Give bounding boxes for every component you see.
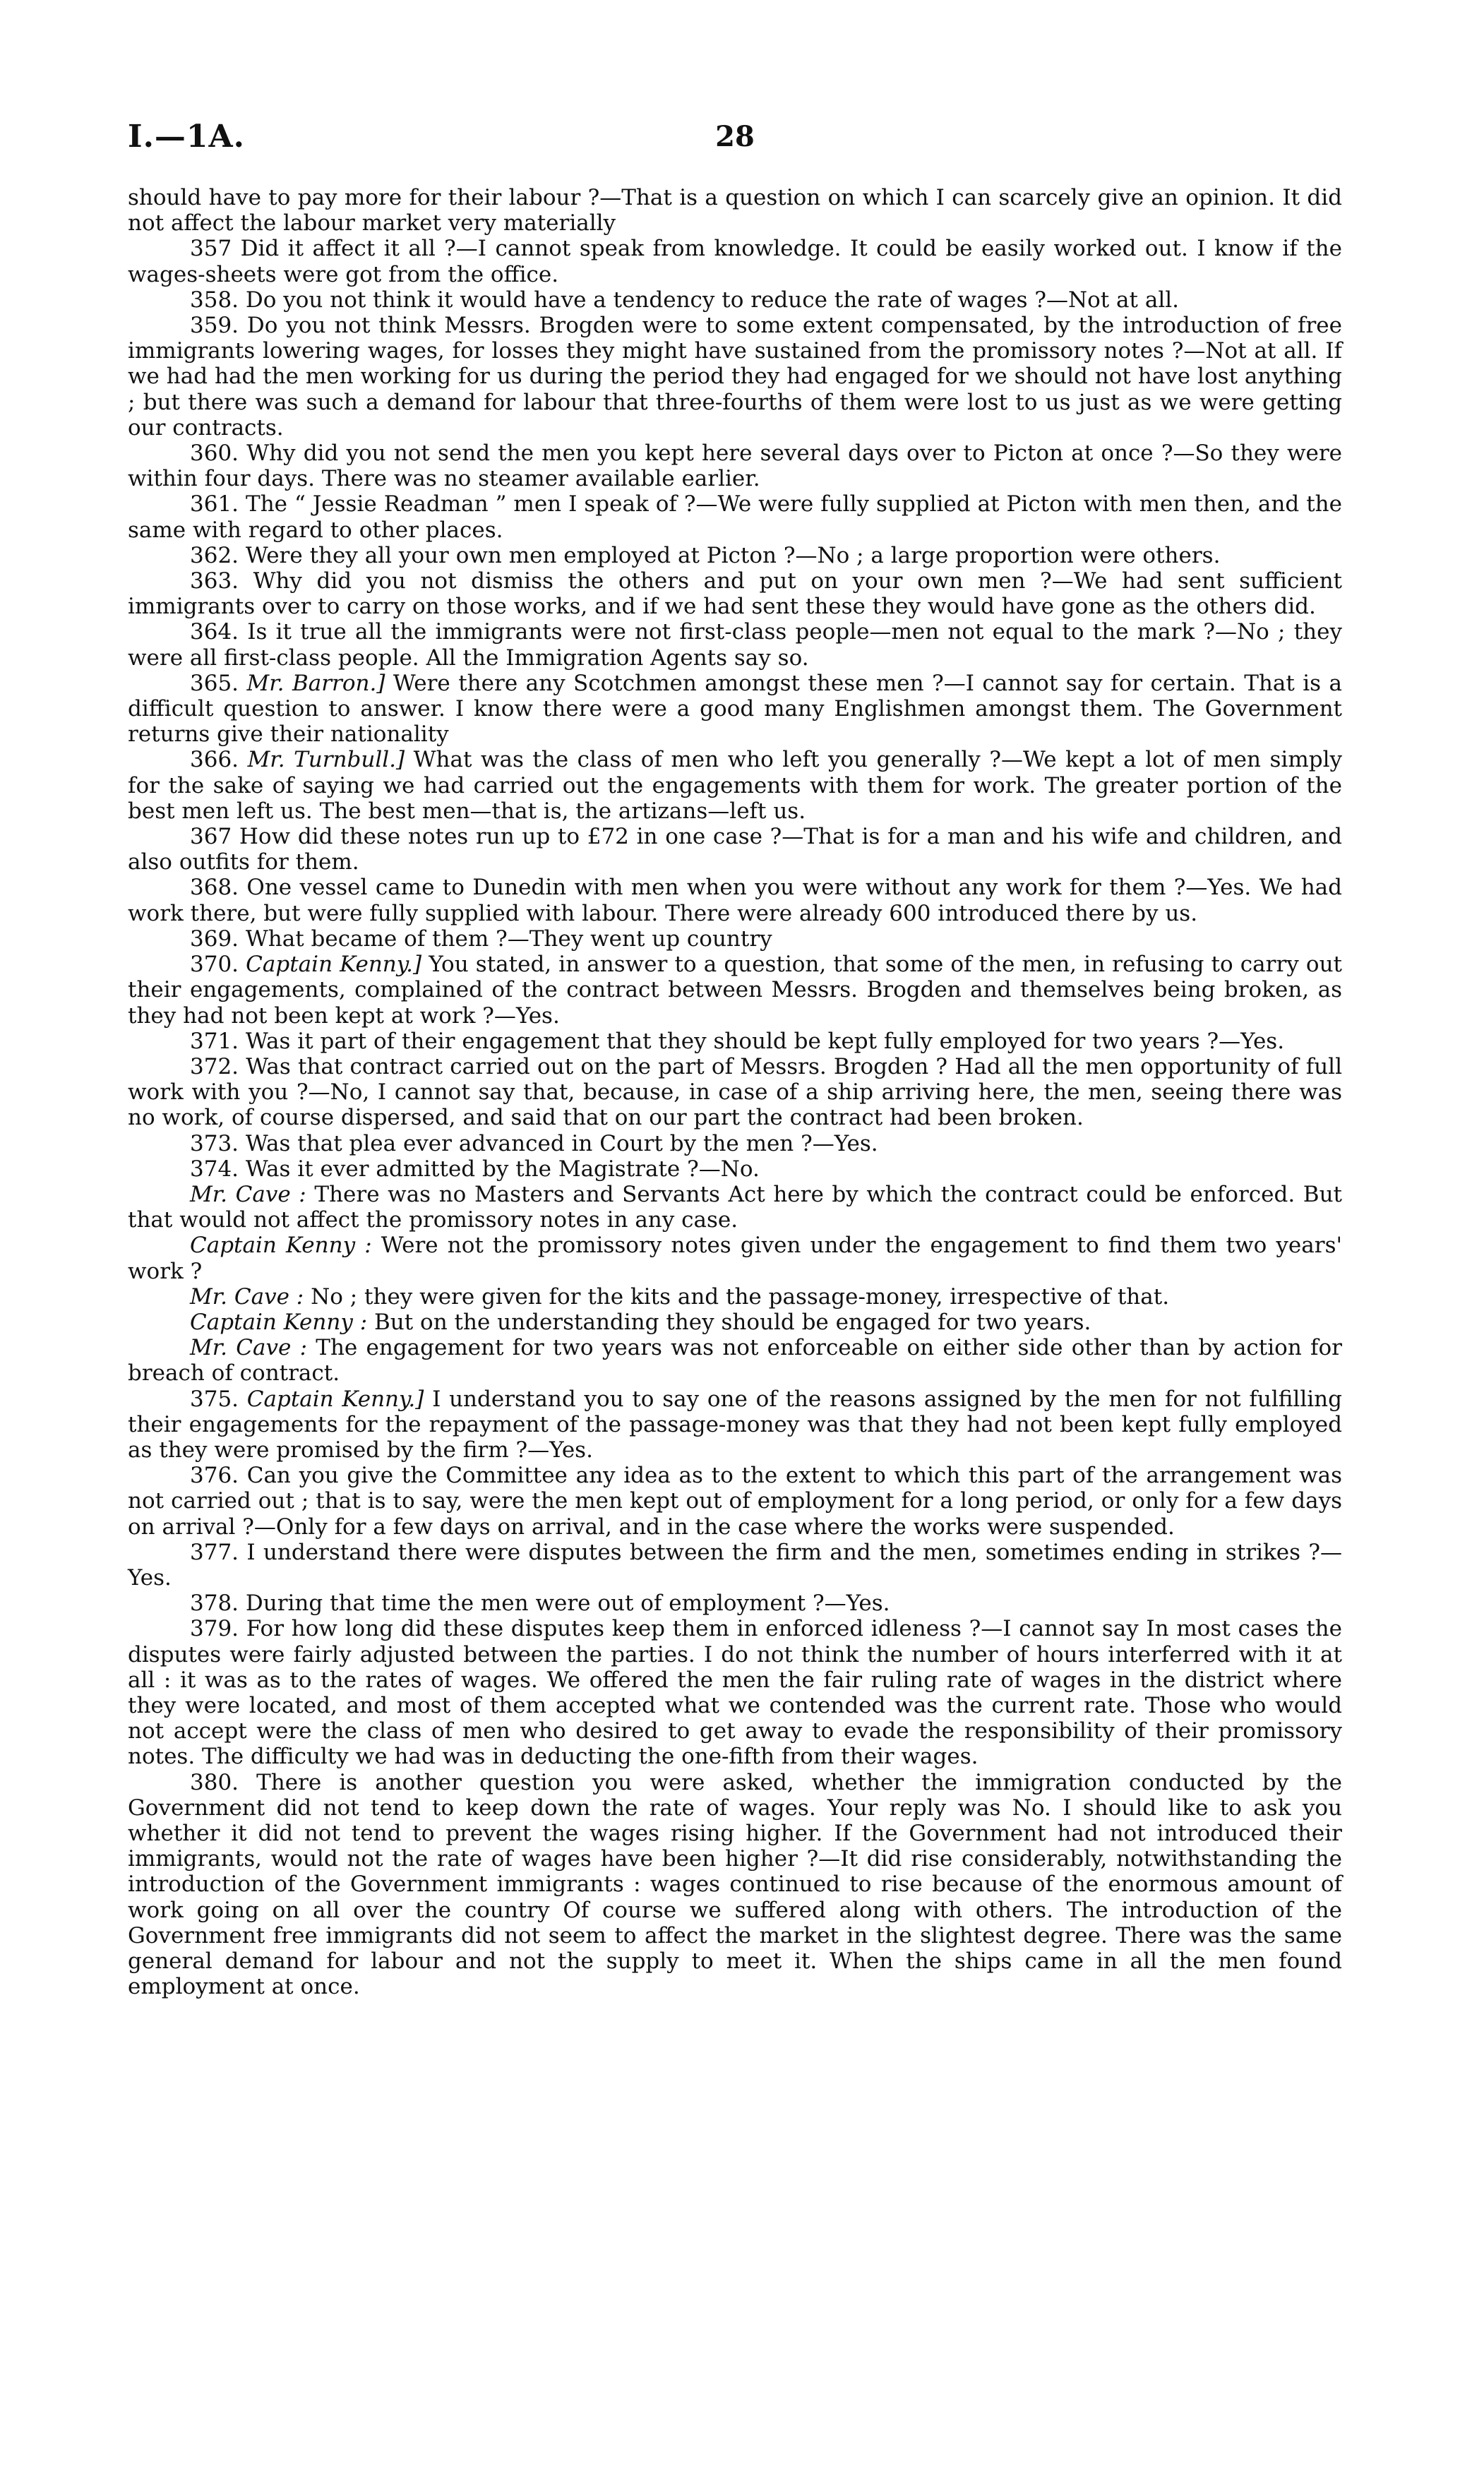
paragraph (128, 287, 1342, 313)
speaker-name: Mr. Turnbull.] (247, 747, 405, 773)
paragraph-text: 360. Why did you not send the men you kept here several days over to Picton at once ?—So they were within four days. There was no steamer available earlier. (128, 441, 1342, 492)
speaker-name: Captain Kenny.] (246, 952, 422, 978)
paragraph (128, 1233, 1342, 1283)
paragraph-text: 376. Can you give the Committee any idea as to the extent to which this part of the arrangement was not carried out ; that is to say, were the men kept out of employment for a long period, or only for a few days on arrival ?—Only for a few days on arrival, and in the case where the works were suspended. (128, 1463, 1342, 1540)
paragraph-text: 373. Was that plea ever advanced in Court by the men ?—Yes. (190, 1130, 878, 1156)
paragraph-text: 359. Do you not think Messrs. Brogden were to some extent compensated, by the introduction of free immigrants lowering wages, for losses they might have sustained from the promissory notes ?—Not at all. If we had had the men working for us during the period they had engaged for we should not have lost anything ; but there was such a demand for labour that three-fourths of them were lost to us just as we were getting our contracts. (128, 313, 1342, 441)
paragraph-text: You stated, in answer to a question, that some of the men, in refusing to carry out their engagements, complained of the contract between Messrs. Brogden and themselves being broken, as they had not been kept at work ?—Yes. (128, 952, 1343, 1029)
paragraph-text: There was no Masters and Servants Act here by which the contract could be enforced. But that would not affect the promissory notes in any case. (128, 1181, 1342, 1233)
paragraph (128, 1770, 1342, 2000)
paragraph-text: What was the class of men who left you generally ?—We kept a lot of men simply for the sake of saying we had carried out the engagements with them for work. The greater portion of the best men left us. The best men—that is, the artizans—left us. (128, 747, 1343, 824)
section-reference: I.—1A. (128, 119, 245, 155)
paragraph (128, 491, 1342, 542)
page-number: 28 (715, 120, 755, 153)
page-header (128, 119, 1342, 161)
paragraph (128, 1029, 1342, 1054)
paragraph (128, 1463, 1342, 1540)
paragraph-text: 369. What became of them ?—They went up country (190, 926, 772, 952)
paragraph-text: should have to pay more for their labour ?—That is a question on which I can scarcely give an opinion. It did not affect the labour market very materially (128, 185, 1342, 236)
paragraph-text: 362. Were they all your own men employed at Picton ?—No ; a large proportion were others. (190, 542, 1221, 568)
paragraph-text: 367 How did these notes run up to £72 in one case ?—That is for a man and his wife and children, and also outfits for them. (128, 824, 1342, 875)
paragraph-text: 357 Did it affect it all ?—I cannot speak from knowledge. It could be easily worked out. I know if the wages-sheets were got from the office. (128, 236, 1342, 287)
paragraph (128, 952, 1342, 1029)
paragraph-text: 364. Is it true all the immigrants were not first-class people—men not equal to the mark ?—No ; they were all first-class people. All the Immigration Agents say so. (128, 619, 1342, 671)
paragraph (128, 313, 1342, 441)
paragraph (128, 1591, 1342, 1616)
paragraph-text: 368. One vessel came to Dunedin with men when you were without any work for them ?—Yes. We had work there, but were fully supplied with labour. There were already 600 introduced there by us. (128, 875, 1342, 926)
paragraph (128, 747, 1342, 824)
paragraph-text: I understand you to say one of the reasons assigned by the men for not fulfilling their engagements for the repayment of the passage-money was that they had not been kept fully employed as they were promised by the firm ?—Yes. (128, 1386, 1342, 1463)
paragraph (128, 619, 1342, 670)
paragraph-text: 377. I understand there were disputes between the firm and the men, sometimes ending in strikes ?—Yes. (128, 1539, 1342, 1591)
paragraph (128, 824, 1342, 875)
paragraph (128, 926, 1342, 952)
speaker-name: Captain Kenny.] (246, 1386, 424, 1412)
speaker-name: Mr. Barron.] (246, 670, 385, 696)
paragraph (128, 1387, 1342, 1463)
paragraph (128, 671, 1342, 748)
paragraph (128, 1156, 1342, 1182)
paragraph (128, 236, 1342, 287)
paragraph (128, 543, 1342, 568)
paragraph-text: 378. During that time the men were out of employment ?—Yes. (190, 1591, 890, 1617)
paragraph (128, 875, 1342, 926)
document-body (128, 185, 1342, 1999)
paragraph-text: 380. There is another question you were asked, whether the immigration conducted by the Government did not tend to keep down the rate of wages. Your reply was No. I should like to ask you whether it did not tend to prevent the wages rising higher. If the Government had not introduced their immigrants, would not the rate of wages have been higher ?—It did rise considerably, notwithstanding the introduction of the Government immigrants : wages continued to rise because of the enormous amount of work going on all over the country Of course we suffered along with others. The introduction of the Government free immigrants did not seem to affect the market in the slightest degree. There was the same general demand for labour and not the supply to meet it. When the ships came in all the men found employment at once. (128, 1769, 1342, 2000)
question-number: 365. (190, 670, 239, 696)
paragraph-text: 379. For how long did these disputes keep them in enforced idleness ?—I cannot say In most cases the disputes were fairly adjusted between the parties. I do not think the number of hours interferred with it at all : it was as to the rates of wages. We offered the men the fair ruling rate of wages in the district where they were located, and most of them accepted what we contended was the current rate. Those who would not accept were the class of men who desired to get away to evade the responsibility of their promissory notes. The difficulty we had was in deducting the one-fifth from their wages. (128, 1616, 1342, 1770)
paragraph (128, 1540, 1342, 1591)
paragraph (128, 185, 1342, 236)
paragraph-text: But on the understanding they should be engaged for two years. (374, 1309, 1091, 1335)
paragraph (128, 568, 1342, 619)
paragraph (128, 1131, 1342, 1156)
question-number: 366. (190, 747, 239, 773)
paragraph-text: No ; they were given for the kits and the passage-money, irrespective of that. (311, 1283, 1170, 1310)
paragraph (128, 1616, 1342, 1769)
speaker-name: Captain Kenny : (190, 1233, 372, 1259)
paragraph-text: 361. The “ Jessie Readman ” men I speak of ?—We were fully supplied at Picton with men then, and the same with regard to other places. (128, 491, 1342, 543)
paragraph-text: 363. Why did you not dismiss the others and put on your own men ?—We had sent sufficient immigrants over to carry on those works, and if we had sent these they would have gone as the others did. (128, 568, 1342, 620)
paragraph-text: 372. Was that contract carried out on the part of Messrs. Brogden ? Had all the men opportunity of full work with you ?—No, I cannot say that, because, in case of a ship arriving here, the men, seeing there was no work, of course dispersed, and said that on our part the contract had been broken. (128, 1053, 1342, 1131)
question-number: 370. (190, 952, 239, 978)
speaker-name: Mr. Cave : (190, 1283, 304, 1310)
paragraph-text: 374. Was it ever admitted by the Magistrate ?—No. (190, 1156, 760, 1182)
paragraph-text: The engagement for two years was not enforceable on either side other than by action for breach of contract. (128, 1335, 1342, 1387)
paragraph (128, 1054, 1342, 1131)
paragraph-text: Were not the promissory notes given under the engagement to find them two years' work ? (128, 1233, 1342, 1284)
paragraph-text: 371. Was it part of their engagement that they should be kept fully employed for two years ?—Yes. (190, 1028, 1285, 1054)
question-number: 375. (190, 1386, 239, 1412)
paragraph (128, 1310, 1342, 1335)
paragraph (128, 441, 1342, 491)
speaker-name: Mr. Cave : (190, 1181, 306, 1207)
paragraph (128, 1284, 1342, 1310)
speaker-name: Mr. Cave : (190, 1335, 308, 1361)
paragraph (128, 1335, 1342, 1386)
paragraph (128, 1182, 1342, 1233)
paragraph-text: 358. Do you not think it would have a tendency to reduce the rate of wages ?—Not at all. (190, 287, 1180, 313)
speaker-name: Captain Kenny : (190, 1309, 368, 1335)
paragraph-text: Were there any Scotchmen amongst these men ?—I cannot say for certain. That is a difficult question to answer. I know there were a good many Englishmen amongst them. The Government returns give their nationality (128, 670, 1343, 748)
